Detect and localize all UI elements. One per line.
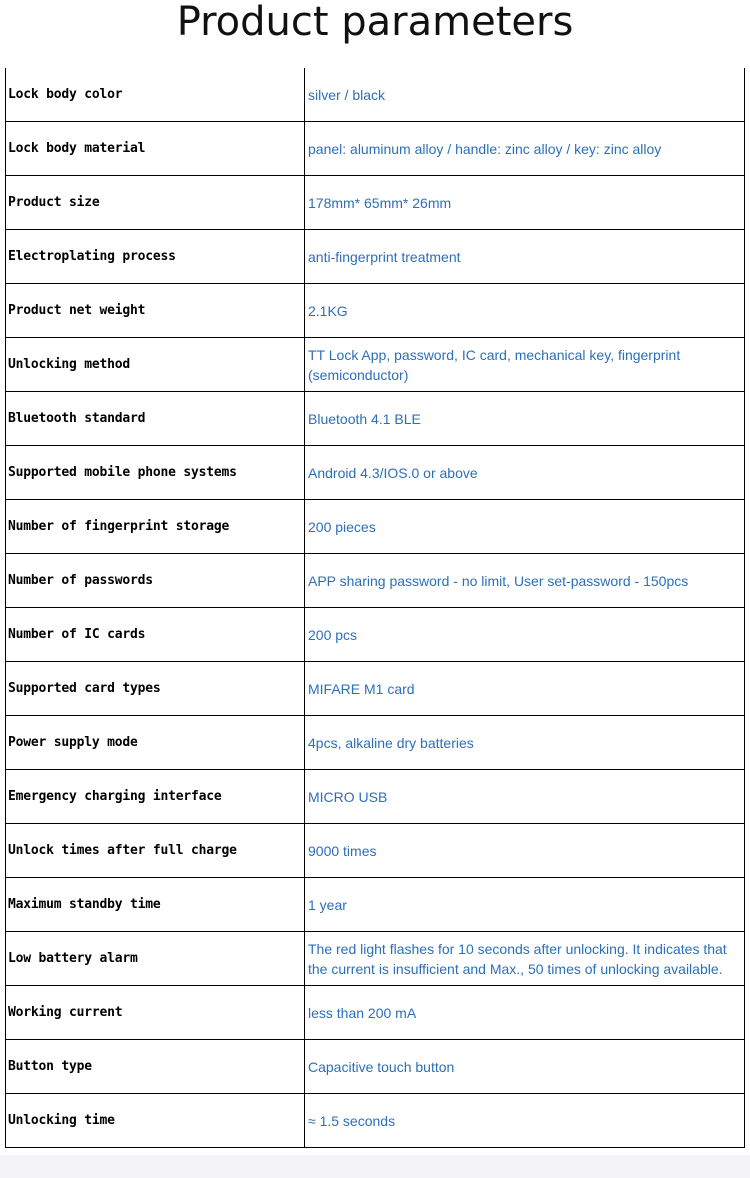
parameter-value: 200 pcs bbox=[305, 608, 745, 662]
parameter-value: The red light flashes for 10 seconds after unlocking. It indicates that the current is insufficient and Max., 50 times of unlocking available. bbox=[305, 932, 745, 986]
parameter-label: Button type bbox=[6, 1040, 305, 1094]
parameter-value: 200 pieces bbox=[305, 500, 745, 554]
parameter-value: 178mm* 65mm* 26mm bbox=[305, 176, 745, 230]
parameter-label: Supported mobile phone systems bbox=[6, 446, 305, 500]
table-row bbox=[6, 716, 745, 770]
parameter-value: Capacitive touch button bbox=[305, 1040, 745, 1094]
parameter-label: Electroplating process bbox=[6, 230, 305, 284]
parameter-value: silver / black bbox=[305, 68, 745, 122]
table-row bbox=[6, 176, 745, 230]
table-row bbox=[6, 1040, 745, 1094]
parameter-label: Unlocking time bbox=[6, 1094, 305, 1148]
parameter-value: MIFARE M1 card bbox=[305, 662, 745, 716]
parameter-label: Number of fingerprint storage bbox=[6, 500, 305, 554]
parameter-value: ≈ 1.5 seconds bbox=[305, 1094, 745, 1148]
parameter-label: Product size bbox=[6, 176, 305, 230]
parameter-value: 2.1KG bbox=[305, 284, 745, 338]
table-row bbox=[6, 824, 745, 878]
parameter-label: Maximum standby time bbox=[6, 878, 305, 932]
table-row bbox=[6, 122, 745, 176]
parameter-label: Emergency charging interface bbox=[6, 770, 305, 824]
parameter-label: Product net weight bbox=[6, 284, 305, 338]
table-row bbox=[6, 500, 745, 554]
parameter-label: Lock body color bbox=[6, 68, 305, 122]
parameter-label: Power supply mode bbox=[6, 716, 305, 770]
parameter-label: Supported card types bbox=[6, 662, 305, 716]
parameters-table-container bbox=[5, 68, 745, 1148]
parameter-value: less than 200 mA bbox=[305, 986, 745, 1040]
table-row bbox=[6, 68, 745, 122]
parameter-value: Bluetooth 4.1 BLE bbox=[305, 392, 745, 446]
parameter-value: 4pcs, alkaline dry batteries bbox=[305, 716, 745, 770]
parameter-value: MICRO USB bbox=[305, 770, 745, 824]
parameter-label: Working current bbox=[6, 986, 305, 1040]
parameter-value: anti-fingerprint treatment bbox=[305, 230, 745, 284]
parameter-value: 1 year bbox=[305, 878, 745, 932]
page-title: Product parameters bbox=[176, 0, 574, 45]
parameter-value: 9000 times bbox=[305, 824, 745, 878]
table-row bbox=[6, 284, 745, 338]
table-row bbox=[6, 230, 745, 284]
bottom-band bbox=[0, 1155, 750, 1178]
table-row bbox=[6, 878, 745, 932]
parameter-value: panel: aluminum alloy / handle: zinc alloy / key: zinc alloy bbox=[305, 122, 745, 176]
parameter-label: Lock body material bbox=[6, 122, 305, 176]
table-row bbox=[6, 338, 745, 392]
table-row bbox=[6, 392, 745, 446]
parameter-label: Number of IC cards bbox=[6, 608, 305, 662]
parameter-value: TT Lock App, password, IC card, mechanical key, fingerprint (semiconductor) bbox=[305, 338, 745, 392]
parameter-value: Android 4.3/IOS.0 or above bbox=[305, 446, 745, 500]
table-row bbox=[6, 446, 745, 500]
parameter-value: APP sharing password - no limit, User set-password - 150pcs bbox=[305, 554, 745, 608]
table-row bbox=[6, 608, 745, 662]
parameters-table bbox=[5, 68, 745, 1148]
table-row bbox=[6, 770, 745, 824]
table-row bbox=[6, 1094, 745, 1148]
table-row bbox=[6, 932, 745, 986]
parameter-label: Unlock times after full charge bbox=[6, 824, 305, 878]
parameter-label: Number of passwords bbox=[6, 554, 305, 608]
table-row bbox=[6, 986, 745, 1040]
table-row bbox=[6, 662, 745, 716]
parameter-label: Low battery alarm bbox=[6, 932, 305, 986]
table-row bbox=[6, 554, 745, 608]
parameter-label: Unlocking method bbox=[6, 338, 305, 392]
parameter-label: Bluetooth standard bbox=[6, 392, 305, 446]
